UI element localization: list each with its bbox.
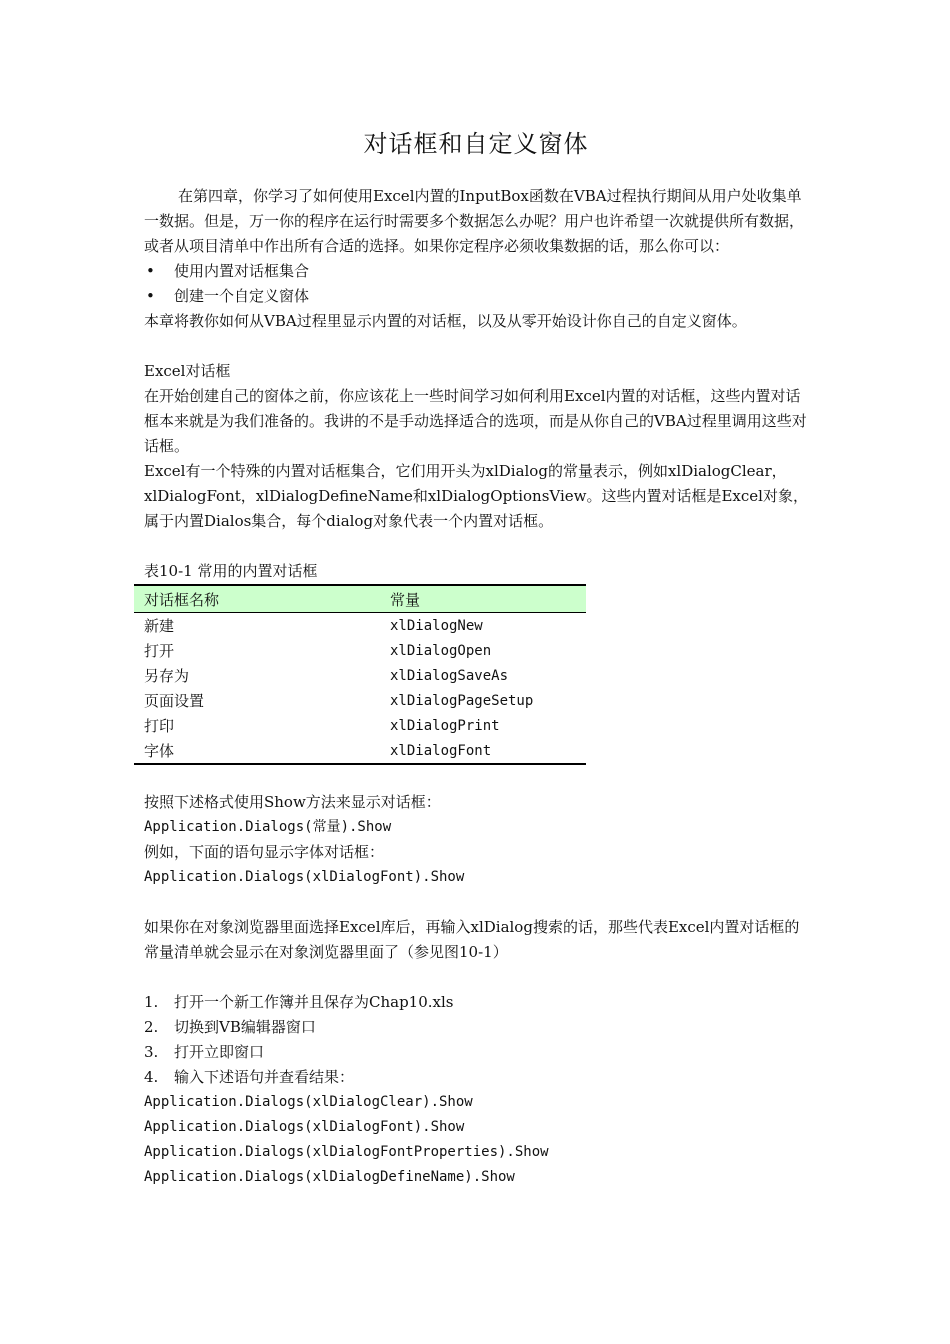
list-item: • 创建一个自定义窗体 [144, 284, 808, 309]
code-line: Application.Dialogs(xlDialogFont).Show [144, 1119, 465, 1135]
example-intro: 例如，下面的语句显示字体对话框： [144, 843, 385, 861]
list-item: • 使用内置对话框集合 [144, 259, 808, 284]
table-row: 打印 xlDialogPrint [144, 717, 500, 735]
table-row: 另存为 xlDialogSaveAs [144, 667, 509, 685]
section-heading: Excel对话框 [144, 362, 231, 380]
list-item: 4. 输入下述语句并查看结果： [144, 1068, 355, 1086]
show-syntax-code: Application.Dialogs(常量).Show [144, 819, 392, 835]
table-row: 打开 xlDialogOpen [144, 642, 492, 660]
chapter-summary: 本章将教你如何从VBA过程里显示内置的对话框，以及从零开始设计你自己的自定义窗体。 [144, 312, 747, 330]
steps-list [144, 990, 808, 1090]
intro-paragraph: 在第四章，你学习了如何使用Excel内置的InputBox函数在VBA过程执行期间从用户处收集单一数据。但是，万一你的程序在运行时需要多个数据怎么办呢？用户也许希望一次就提供所有数据，或者从项目清单中作出所有合适的选择。如果你定程序必须收集数据的话，那么你可以： [144, 187, 805, 255]
bullet-icon: • [146, 262, 155, 280]
table-caption: 表10-1 常用的内置对话框 [144, 562, 318, 580]
table-row: 页面设置 xlDialogPageSetup [144, 692, 534, 710]
list-item: 2. 切换到VB编辑器窗口 [144, 1018, 316, 1036]
bullet-icon: • [146, 287, 155, 305]
table-header-row [134, 585, 586, 613]
code-line: Application.Dialogs(xlDialogFontProperties).Show [144, 1144, 549, 1160]
page-title: 对话框和自定义窗体 [363, 130, 589, 158]
table-row: 新建 xlDialogNew [144, 617, 483, 635]
table-header-cell: 常量 [380, 585, 586, 613]
code-line: Application.Dialogs(xlDialogClear).Show [144, 1094, 473, 1110]
table-row: 字体 xlDialogFont [134, 738, 586, 764]
dialogs-table [134, 584, 586, 765]
document-body [144, 128, 808, 1190]
show-intro: 按照下述格式使用Show方法来显示对话框： [144, 793, 441, 811]
example-code: Application.Dialogs(xlDialogFont).Show [144, 869, 465, 885]
section-paragraph-1: 在开始创建自己的窗体之前，你应该花上一些时间学习如何利用Excel内置的对话框，这些内置对话框本来就是为我们准备的。我讲的不是手动选择适合的选项，而是从你自己的VBA过程里调用这些对话框。 [144, 387, 807, 455]
code-line: Application.Dialogs(xlDialogDefineName).Show [144, 1169, 515, 1185]
list-item: 3. 打开立即窗口 [144, 1043, 265, 1061]
table-header-cell: 对话框名称 [134, 585, 380, 613]
option-list [144, 259, 808, 309]
list-item: 1. 打开一个新工作簿并且保存为Chap10.xls [144, 993, 454, 1011]
object-browser-paragraph: 如果你在对象浏览器里面选择Excel库后，再输入xlDialog搜索的话，那些代表Excel内置对话框的常量清单就会显示在对象浏览器里面了（参见图10-1） [144, 918, 800, 961]
section-paragraph-2: Excel有一个特殊的内置对话框集合，它们用开头为xlDialog的常量表示，例如xlDialogClear，xlDialogFont，xlDialogDefineName和xlDialogOptionsView。这些内置对话框是Excel对象，属于内置Dialos集合，每个dialog对象代表一个内置对话框。 [144, 462, 808, 530]
